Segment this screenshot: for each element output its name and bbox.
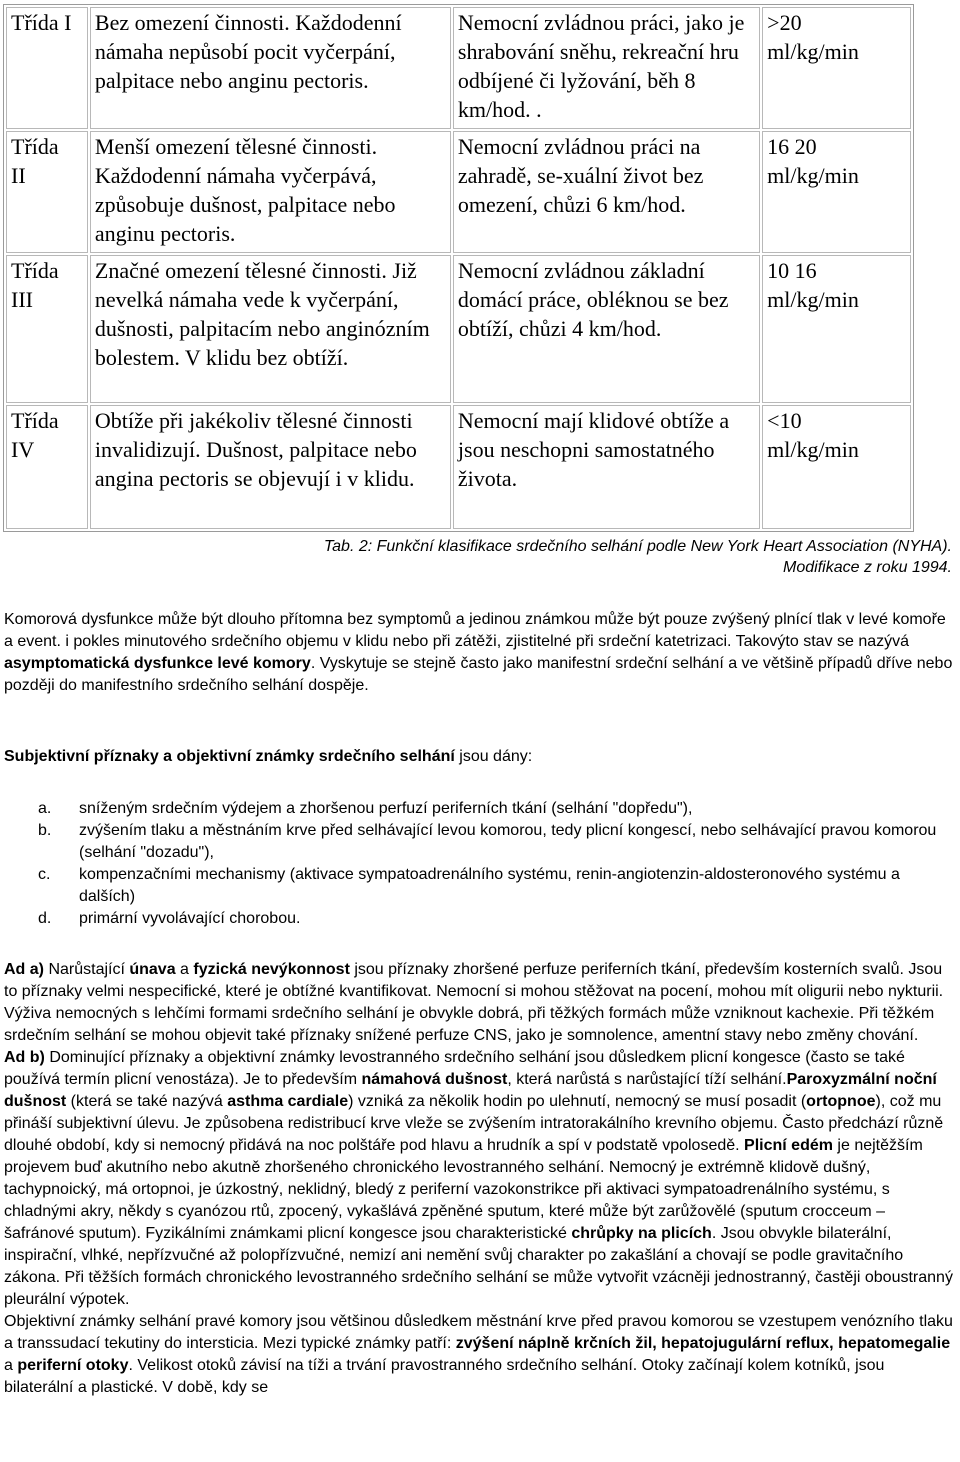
vo2-unit: ml/kg/min bbox=[767, 437, 859, 462]
paragraph-asymptomatic-dysfunction bbox=[4, 609, 954, 697]
text-run: je nejtěžším projevem buď akutního nebo akutně zhoršeného chronického levostranného selhání. Nemocný je extrémně klidově dušný, tachypnoický, má ortopnoi, je úzkostný, neklidný, bledý z periferní vazokonstrikce při aktivaci sympatoadrenálního systému, s chladnými akry, někdy s cyanózou rtů, zpocený, vykašlává zpěněné sputum, které může být zarůžovělé (sputum crocceum – šafránové sputum). Fyzikálními známkami plicní kongesce jsou charakteristické bbox=[4, 1137, 923, 1242]
bold-term: zvýšení náplně krčních žil, hepatojugulární reflux, hepatomegalie bbox=[455, 1335, 951, 1352]
text-run: Objektivní známky selhání pravé komory jsou většinou důsledkem městnání krve před pravou komorou se vzestupem venózního tlaku a transsudací tekutiny do intersticia. Mezi typické známky patří: bbox=[4, 1313, 953, 1352]
class-label: Třída bbox=[11, 258, 59, 283]
paragraph-ad-b bbox=[4, 1047, 954, 1311]
activity-cell: Nemocní zvládnou práci na zahradě, se-xuální život bez omezení, chůzi 6 km/hod. bbox=[453, 131, 760, 253]
class-numeral: IV bbox=[11, 437, 35, 462]
vo2-value: <10 bbox=[767, 408, 802, 433]
list-marker: c. bbox=[38, 866, 51, 883]
list-item bbox=[4, 820, 954, 864]
text-run: . Vyskytuje se stejně často jako manifestní srdeční selhání a ve většině případů dříve nebo později do manifestního srdečního selhání dospěje. bbox=[4, 655, 953, 694]
nyha-classification-table bbox=[3, 4, 914, 532]
bold-term: Subjektivní příznaky a objektivní známky srdečního selhání bbox=[4, 748, 455, 765]
text-run: . Jsou obvykle bilaterální, inspirační, vlhké, nepřízvučné až polopřízvučné, nemizí ani nemění svůj charakter po zakašlání a chovají se podle gravitačního zákona. Při těžších formách chronického levostranného srdečního selhání se může vytvořit vzácněji jednostranný, častěji oboustranný pleurální výpotek. bbox=[4, 1225, 953, 1308]
text-run: , která narůstá s narůstající tíží selhání. bbox=[507, 1071, 787, 1088]
vo2-value: 16 20 bbox=[767, 134, 817, 159]
bold-term: periferní otoky bbox=[17, 1357, 129, 1374]
text-run: . Velikost otoků závisí na tíži a trvání pravostranného srdečního selhání. Otoky začínají kolem kotníků, jsou bilaterální a plastické. V době, kdy se bbox=[4, 1357, 885, 1396]
table-row bbox=[6, 255, 911, 403]
class-cell bbox=[6, 405, 88, 529]
activity-cell: Nemocní zvládnou základní domácí práce, obléknou se bez obtíží, chůzi 4 km/hod. bbox=[453, 255, 760, 403]
vo2-cell bbox=[762, 131, 911, 253]
caption-line-2: Modifikace z roku 1994. bbox=[783, 559, 952, 576]
bold-term: Plicní edém bbox=[744, 1137, 833, 1154]
activity-cell: Nemocní mají klidové obtíže a jsou neschopni samostatného života. bbox=[453, 405, 760, 529]
vo2-unit: ml/kg/min bbox=[767, 287, 859, 312]
list-item-text: zvýšením tlaku a městnáním krve před selhávající levou komorou, tedy plicní kongescí, nebo selhávající pravou komorou (selhání "dozadu"), bbox=[79, 822, 937, 861]
list-marker: b. bbox=[38, 822, 52, 839]
paragraph-details bbox=[4, 959, 954, 1399]
vo2-cell bbox=[762, 7, 911, 129]
table-row bbox=[6, 131, 911, 253]
class-cell bbox=[6, 131, 88, 253]
vo2-value: >20 bbox=[767, 10, 802, 35]
text-run: jsou příznaky zhoršené perfuze periferních tkání, především kosterních svalů. Jsou to příznaky velmi nespecifické, které je obtížné kvantifikovat. Nemocní si mohou stěžovat na pocení, mohou mít oligurii nebo nykturii. Výživa nemocných s lehčími formami srdečního selhání je obvykle dobrá, při těžkých formách může vzniknout kachexie. Při těžkém srdečním selhání se mohou objevit také příznaky snížené perfuze CNS, jako je somnolence, amentní stavy nebo změny chování. bbox=[4, 961, 944, 1044]
activity-cell: Nemocní zvládnou práci, jako je shrabování sněhu, rekreační hru odbíjené či lyžování, běh 8 km/hod. . bbox=[453, 7, 760, 129]
list-item-text: sníženým srdečním výdejem a zhoršenou perfuzí periferních tkání (selhání "dopředu"), bbox=[79, 800, 693, 817]
list-item-text: kompenzačními mechanismy (aktivace sympatoadrenálního systému, renin-angiotenzin-aldosteronového systému a dalších) bbox=[79, 866, 900, 905]
description-cell: Menší omezení tělesné činnosti. Každodenní námaha vyčerpává, způsobuje dušnost, palpitace nebo anginu pectoris. bbox=[90, 131, 451, 253]
text-run: ) vzniká za několik hodin po ulehnutí, nemocný se musí posadit ( bbox=[348, 1093, 807, 1110]
list-marker: d. bbox=[38, 910, 52, 927]
caption-line-1: Tab. 2: Funkční klasifikace srdečního selhání podle New York Heart Association (NYHA). bbox=[323, 538, 952, 555]
vo2-value: 10 16 bbox=[767, 258, 817, 283]
vo2-cell bbox=[762, 405, 911, 529]
list-item bbox=[4, 864, 954, 908]
paragraph-symptoms-intro bbox=[4, 746, 954, 768]
paragraph-ad-a bbox=[4, 959, 954, 1047]
class-label: Třída bbox=[11, 134, 59, 159]
class-numeral: III bbox=[11, 287, 33, 312]
bold-term: fyzická nevýkonnost bbox=[193, 961, 350, 978]
vo2-unit: ml/kg/min bbox=[767, 163, 859, 188]
class-cell bbox=[6, 7, 88, 129]
description-cell: Bez omezení činnosti. Každodenní námaha nepůsobí pocit vyčerpání, palpitace nebo anginu pectoris. bbox=[90, 7, 451, 129]
text-run: a bbox=[175, 961, 194, 978]
bold-term: Ad a) bbox=[4, 961, 44, 978]
table-row bbox=[6, 7, 911, 129]
bold-term: námahová dušnost bbox=[361, 1071, 508, 1088]
class-cell bbox=[6, 255, 88, 403]
text-run: (která se také nazývá bbox=[66, 1093, 228, 1110]
vo2-unit: ml/kg/min bbox=[767, 39, 859, 64]
class-label: Třída bbox=[11, 408, 59, 433]
bold-term: Ad b) bbox=[4, 1049, 45, 1066]
class-numeral: II bbox=[11, 163, 26, 188]
causes-list bbox=[4, 798, 954, 930]
text-run: Dominující příznaky a objektivní známky levostranného srdečního selhání jsou důsledkem plicní kongesce (často se také používá termín plicní venostáza). Je to především bbox=[4, 1049, 905, 1088]
description-cell: Značné omezení tělesné činnosti. Již nevelká námaha vede k vyčerpání, dušnosti, palpitacím nebo anginózním bolestem. V klidu bez obtíží. bbox=[90, 255, 451, 403]
text-run: a bbox=[4, 1357, 18, 1374]
bold-term: asthma cardiale bbox=[227, 1093, 349, 1110]
bold-term: chrůpky na plicích bbox=[571, 1225, 712, 1242]
list-item-text: primární vyvolávající chorobou. bbox=[79, 910, 301, 927]
class-label: Třída I bbox=[11, 10, 72, 35]
bold-term: Paroxyzmální noční dušnost bbox=[4, 1071, 937, 1110]
description-cell: Obtíže při jakékoliv tělesné činnosti invalidizují. Dušnost, palpitace nebo angina pectoris se objevují i v klidu. bbox=[90, 405, 451, 529]
text-run: jsou dány: bbox=[454, 748, 533, 765]
text-run: ), což mu přináší subjektivní úlevu. Je způsobena redistribucí krve vleže se zvýšením intratorakálního krevního objemu. Často předchází různě dlouhé období, kdy si nemocný přidává na noc polštáře pod hlavu a hrudník a spí v podstatě vpolosedě. bbox=[4, 1093, 944, 1154]
text-run: Komorová dysfunkce může být dlouho přítomna bez symptomů a jedinou známkou může být pouze zvýšený plnící tlak v levé komoře a event. i pokles minutového srdečního objemu v klidu nebo při zátěži, zjistitelné při srdeční katetrizaci. Takovýto stav se nazývá bbox=[4, 611, 946, 650]
list-marker: a. bbox=[38, 800, 52, 817]
bold-term: ortopnoe bbox=[806, 1093, 876, 1110]
paragraph-right-heart bbox=[4, 1311, 954, 1399]
table-row bbox=[6, 405, 911, 529]
bold-term: asymptomatická dysfunkce levé komory bbox=[4, 655, 311, 672]
vo2-cell bbox=[762, 255, 911, 403]
list-item bbox=[4, 908, 954, 930]
bold-term: únava bbox=[129, 961, 176, 978]
text-run: Narůstající bbox=[44, 961, 130, 978]
table-caption bbox=[192, 536, 952, 578]
list-item bbox=[4, 798, 954, 820]
